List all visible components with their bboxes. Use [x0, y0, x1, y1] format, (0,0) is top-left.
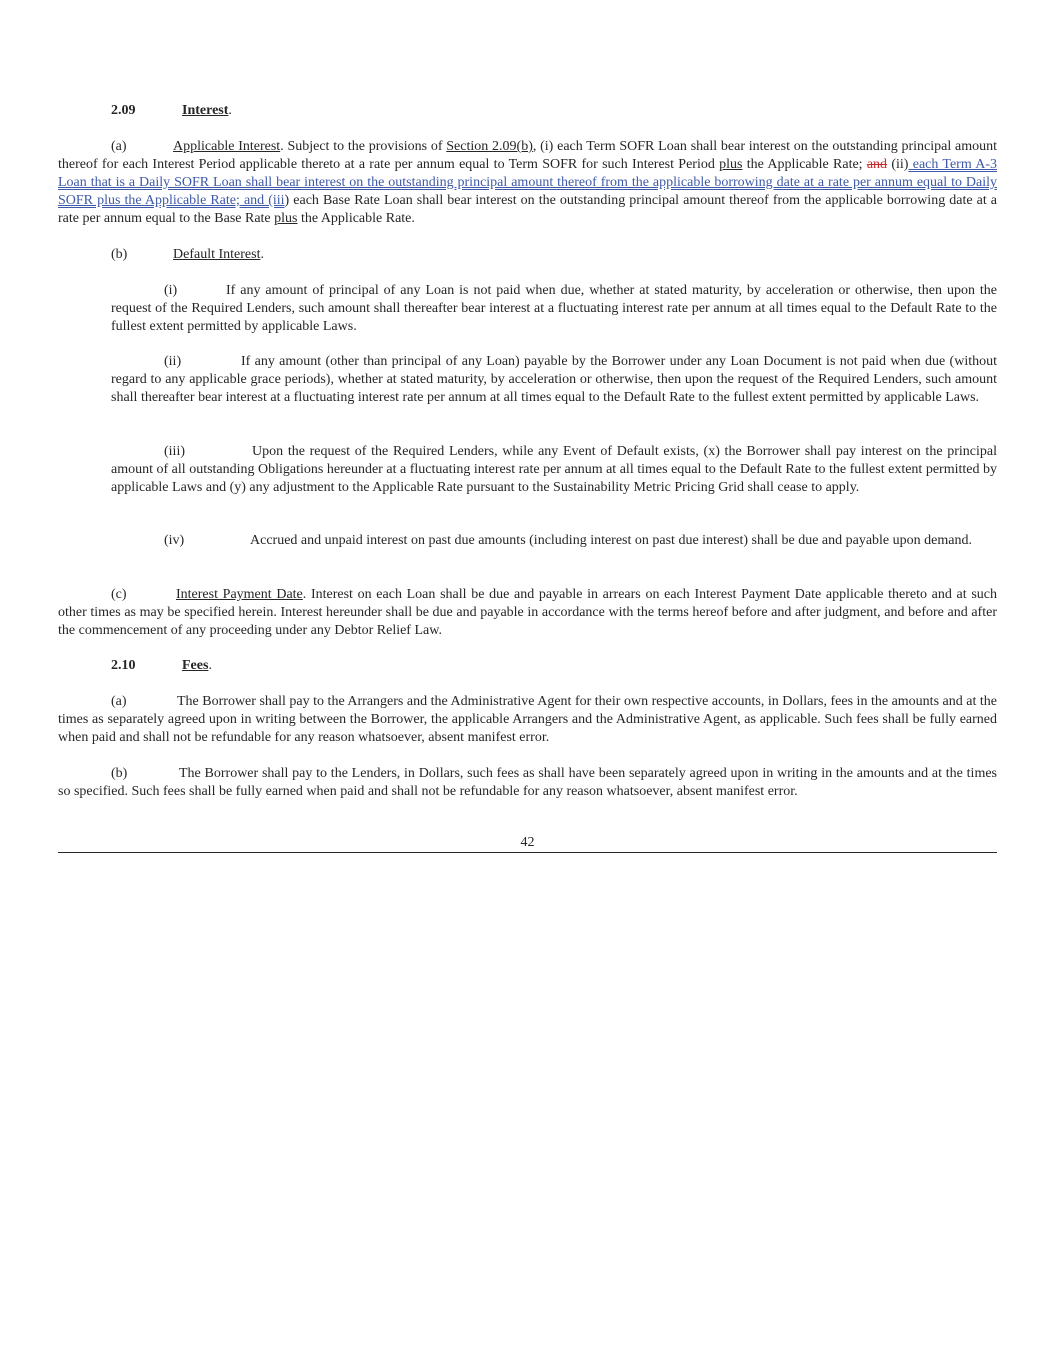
- clause-heading: Default Interest: [173, 247, 261, 262]
- clause-marker: (b): [111, 766, 128, 781]
- clause-b-ii: [111, 353, 997, 407]
- clause-text: The Borrower shall pay to the Lenders, in Dollars, such fees as shall have been separately agreed upon in writing in the amounts and at the times so specified. Such fees shall be fully earned when paid and shall not be refundable for any reason whatsoever, absent manifest error.: [58, 766, 997, 799]
- section-2-09-heading: 2.09 Interest.: [111, 103, 232, 118]
- paragraph-fees-a: [58, 693, 997, 747]
- clause-text: Accrued and unpaid interest on past due amounts (including interest on past due interest) shall be due and payable upon demand.: [250, 533, 972, 548]
- clause-heading: Applicable Interest: [173, 139, 281, 154]
- section-title: Fees: [182, 658, 209, 673]
- paragraph-c-interest-payment-date: [58, 586, 997, 640]
- clause-marker: (ii): [164, 354, 182, 369]
- paragraph-a-applicable-interest: (a) Applicable Interest. Subject to the provisions of Section 2.09(b), (i) each Term SOFR Loan shall bear interest on the outstanding principal amount thereof for each Interest Period applicable thereto at a rate per annum equal to Term SOFR for such Interest Period plus the Applicable Rate; and (ii) each Term A-3 Loan that is a Daily SOFR Loan shall bear interest on the outstanding principal amount thereof from the applicable borrowing date at a rate per annum equal to Daily SOFR plus the Applicable Rate; and (iii) each Base Rate Loan shall bear interest on the outstanding principal amount thereof from the applicable borrowing date at a rate per annum equal to the Base Rate plus the Applicable Rate.: [58, 139, 998, 226]
- clause-b-i: [111, 282, 997, 336]
- paragraph-fees-b: [58, 765, 997, 801]
- clause-marker: (i): [164, 283, 178, 298]
- clause-text: If any amount (other than principal of any Loan) payable by the Borrower under any Loan Document is not paid when due (without regard to any applicable grace periods), whether at stated maturity, by acceleration or otherwise, then upon the request of the Required Lenders, such amount shall thereafter bear interest at a fluctuating interest rate per annum at all times equal to the Default Rate to the fullest extent permitted by applicable Laws.: [111, 354, 997, 405]
- inserted-text: each Term A-3 Loan that is a Daily SOFR Loan shall bear interest on the outstanding principal amount thereof from the applicable borrowing date at a rate per annum equal to Daily SOFR plus the Applicable Rate; and (iii: [58, 157, 998, 208]
- clause-text: Upon the request of the Required Lenders, while any Event of Default exists, (x) the Borrower shall pay interest on the principal amount of all outstanding Obligations hereunder at a fluctuating interest rate per annum at all times equal to the Default Rate to the fullest extent permitted by applicable Laws and (y) any adjustment to the Applicable Rate pursuant to the Sustainability Metric Pricing Grid shall cease to apply.: [111, 444, 997, 495]
- section-number: 2.09: [111, 103, 136, 118]
- section-number: 2.10: [111, 658, 136, 673]
- clause-text: . Interest on each Loan shall be due and payable in arrears on each Interest Payment Date applicable thereto and at such other times as may be specified herein. Interest hereunder shall be due and payable in accordance with the terms hereof before and after judgment, and before and after the commencement of any proceeding under any Debtor Relief Law.: [58, 587, 998, 638]
- clause-text: The Borrower shall pay to the Arrangers and the Administrative Agent for their own respective accounts, in Dollars, fees in the amounts and at the times as separately agreed upon in writing between the Borrower, the applicable Arrangers and the Administrative Agent, as applicable. Such fees shall be fully earned when paid and shall not be refundable for any reason whatsoever, absent manifest error.: [58, 694, 997, 745]
- paragraph-b-default-interest: (b) Default Interest.: [111, 247, 264, 262]
- clause-heading: Interest Payment Date: [176, 587, 303, 602]
- clause-marker: (iv): [164, 533, 185, 548]
- cross-reference: Section 2.09(b): [446, 139, 533, 154]
- deleted-text: and: [866, 157, 888, 172]
- clause-b-iii: [111, 443, 997, 497]
- clause-marker: (a): [111, 139, 127, 154]
- clause-marker: (b): [111, 247, 128, 262]
- document-page: [58, 0, 997, 1365]
- section-2-10-heading: 2.10 Fees.: [111, 658, 212, 673]
- clause-marker: (a): [111, 694, 127, 709]
- clause-marker: (c): [111, 587, 127, 602]
- page-number: 42: [520, 835, 535, 850]
- clause-b-iv: [111, 532, 997, 550]
- clause-text: If any amount of principal of any Loan is not paid when due, whether at stated maturity, by acceleration or otherwise, then upon the request of the Required Lenders, such amount shall thereafter bear interest at a fluctuating interest rate per annum at all times equal to the Default Rate to the fullest extent permitted by applicable Laws.: [111, 283, 997, 334]
- page-footer: [58, 834, 997, 853]
- section-title: Interest: [182, 103, 229, 118]
- clause-marker: (iii): [164, 444, 185, 459]
